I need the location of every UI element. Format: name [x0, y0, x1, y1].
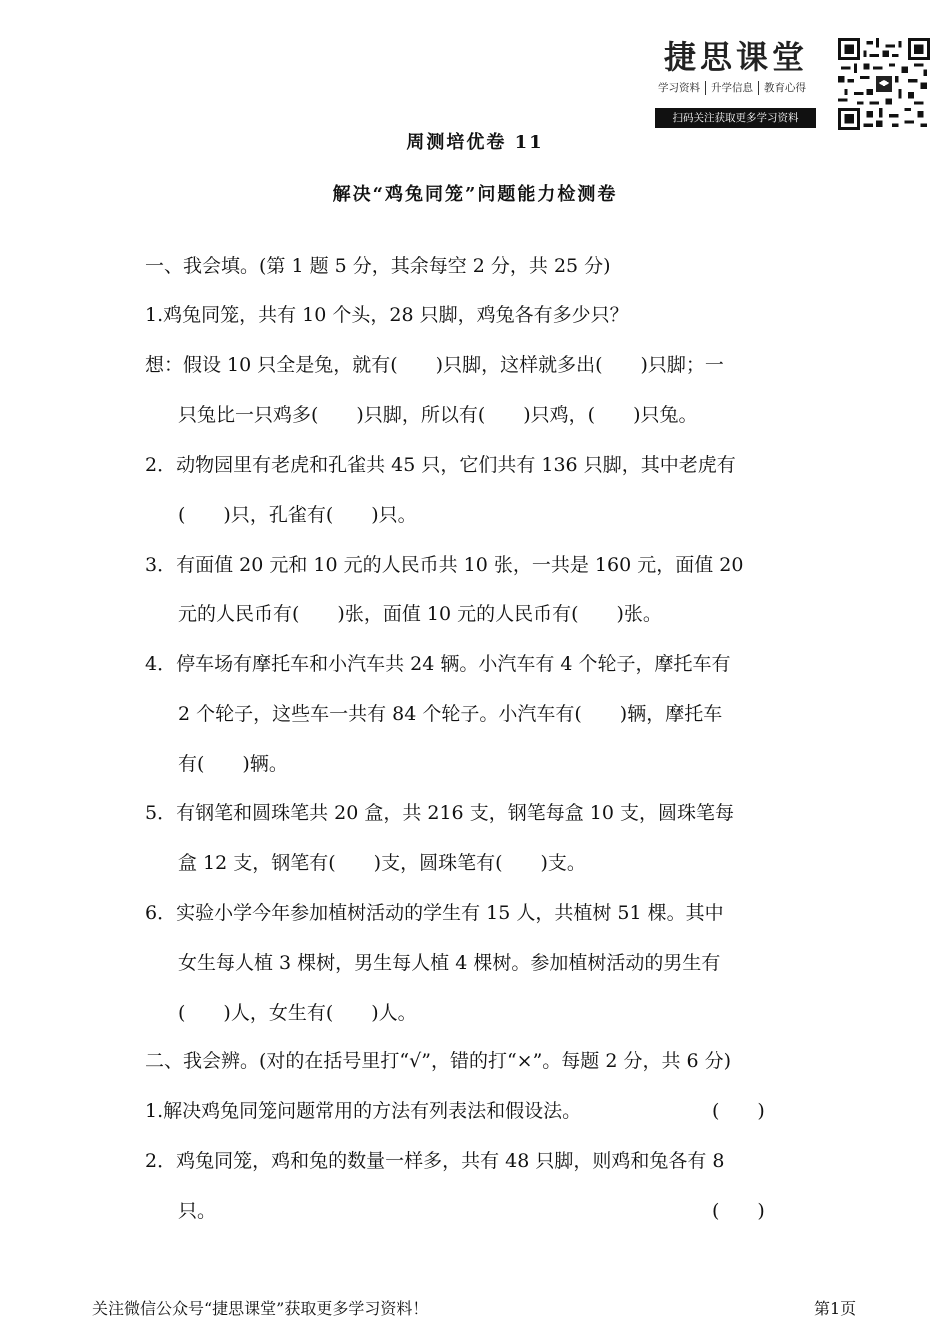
question-line: ( )人，女生有( )人。 — [178, 1002, 417, 1024]
question-line: 2．鸡兔同笼，鸡和兔的数量一样多，共有 48 只脚，则鸡和兔各有 8 — [145, 1150, 725, 1172]
section-heading: 二、我会辨。(对的在括号里打“√”，错的打“×”。每题 2 分，共 6 分) — [145, 1050, 732, 1072]
question-line: 2．动物园里有老虎和孔雀共 45 只，它们共有 136 只脚，其中老虎有 — [145, 454, 736, 476]
question-line: 只兔比一只鸡多( )只脚，所以有( )只鸡，( )只兔。 — [178, 404, 698, 426]
question-line: 有( )辆。 — [178, 753, 288, 775]
question-line: 6．实验小学今年参加植树活动的学生有 15 人，共植树 51 棵。其中 — [145, 902, 724, 924]
page-title: 周测培优卷 11 — [406, 132, 544, 153]
section-heading: 一、我会填。(第 1 题 5 分，其余每空 2 分，共 25 分) — [145, 255, 611, 277]
question-line: 5．有钢笔和圆珠笔共 20 盒，共 216 支，钢笔每盒 10 支，圆珠笔每 — [145, 802, 734, 824]
footer-note: 关注微信公众号“捷思课堂”获取更多学习资料！ — [92, 1299, 429, 1318]
question-line: 1.解决鸡兔同笼问题常用的方法有列表法和假设法。 — [145, 1100, 582, 1122]
brand-logo-text: 捷思课堂 — [664, 38, 809, 76]
page-subtitle: 解决“鸡兔同笼”问题能力检测卷 — [332, 184, 618, 205]
question-line: 只。 — [178, 1200, 217, 1222]
brand-banner: 扫码关注获取更多学习资料 — [655, 108, 816, 128]
question-line: 4．停车场有摩托车和小汽车共 24 辆。小汽车有 4 个轮子，摩托车有 — [145, 653, 731, 675]
question-line: 盒 12 支，钢笔有( )支，圆珠笔有( )支。 — [178, 852, 586, 874]
question-line: 2 个轮子，这些车一共有 84 个轮子。小汽车有( )辆，摩托车 — [178, 703, 723, 725]
question-line: ( )只，孔雀有( )只。 — [178, 504, 417, 526]
question-line: 想：假设 10 只全是兔，就有( )只脚，这样就多出( )只脚；一 — [145, 354, 724, 376]
question-line: 元的人民币有( )张，面值 10 元的人民币有( )张。 — [178, 603, 662, 625]
answer-blank[interactable]: ( ) — [712, 1100, 765, 1122]
brand-tag: 升学信息 — [711, 82, 753, 94]
qr-code-icon[interactable] — [838, 38, 930, 130]
brand-tag: 教育心得 — [764, 82, 806, 94]
page-number: 第1页 — [814, 1299, 857, 1318]
brand-tag: 学习资料 — [658, 82, 700, 94]
brand-tags — [658, 80, 806, 95]
question-line: 女生每人植 3 棵树，男生每人植 4 棵树。参加植树活动的男生有 — [178, 952, 721, 974]
question-line: 3．有面值 20 元和 10 元的人民币共 10 张，一共是 160 元，面值 20 — [145, 554, 744, 576]
answer-blank[interactable]: ( ) — [712, 1200, 765, 1222]
question-line: 1.鸡兔同笼，共有 10 个头，28 只脚，鸡兔各有多少只？ — [145, 304, 629, 326]
